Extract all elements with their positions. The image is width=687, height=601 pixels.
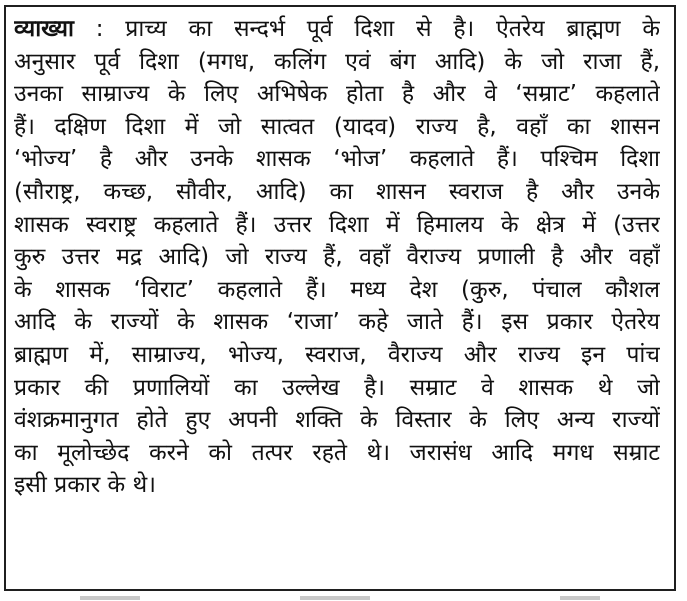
cropped-next-line bbox=[0, 594, 687, 601]
text-line-3: उनका साम्राज्य के लिए अभिषेक होता है और वे ‘सम्राट’ कहलाते bbox=[14, 81, 660, 108]
cropped-glyph bbox=[300, 596, 370, 600]
text-line-14: का मूलोच्छेद करने को तत्पर रहते थे। जरासंध आदि मगध सम्राट bbox=[14, 439, 660, 466]
text-line-10: आदि के राज्यों के शासक ‘राजा’ कहे जाते हैं। इस प्रकार ऐतरेय bbox=[14, 309, 660, 336]
text-line-9: के शासक ‘विराट’ कहलाते हैं। मध्य देश (कुरु, पंचाल कौशल bbox=[14, 276, 660, 303]
text-line-1 bbox=[14, 13, 660, 46]
text-line-8: कुरु उत्तर मद्र आदि) जो राज्य हैं, वहाँ वैराज्य प्रणाली है और वहाँ bbox=[14, 244, 660, 271]
text-line-4: हैं। दक्षिण दिशा में जो सात्वत (यादव) राज्य है, वहाँ का शासन bbox=[14, 113, 660, 140]
text-box bbox=[4, 5, 676, 591]
text-line-15: इसी प्रकार के थे। bbox=[14, 472, 156, 499]
text-line-12: प्रकार की प्रणालियों का उल्लेख है। सम्राट वे शासक थे जो bbox=[14, 374, 660, 401]
text-line-2: अनुसार पूर्व दिशा (मगध, कलिंग एवं बंग आदि) के जो राजा हैं, bbox=[14, 48, 660, 75]
cropped-glyph bbox=[80, 596, 140, 600]
text-line-6: (सौराष्ट्र, कच्छ, सौवीर, आदि) का शासन स्वराज है और उनके bbox=[14, 178, 660, 205]
term-vyakhya: व्याख्या bbox=[14, 16, 74, 42]
cropped-glyph bbox=[560, 596, 600, 600]
text-line-7: शासक स्वराष्ट्र कहलाते हैं। उत्तर दिशा में हिमालय के क्षेत्र में (उत्तर bbox=[14, 211, 660, 238]
text-line-5: ‘भोज्य’ है और उनके शासक ‘भोज’ कहलाते हैं। पश्चिम दिशा bbox=[14, 146, 660, 173]
text-line-11: ब्राह्मण में, साम्राज्य, भोज्य, स्वराज, वैराज्य और राज्य इन पांच bbox=[14, 341, 660, 368]
line-1-text: : प्राच्य का सन्दर्भ पूर्व दिशा से है। ऐतरेय ब्राह्मण के bbox=[95, 16, 660, 42]
text-line-13: वंशक्रमानुगत होते हुए अपनी शक्ति के विस्तार के लिए अन्य राज्यों bbox=[14, 407, 660, 434]
